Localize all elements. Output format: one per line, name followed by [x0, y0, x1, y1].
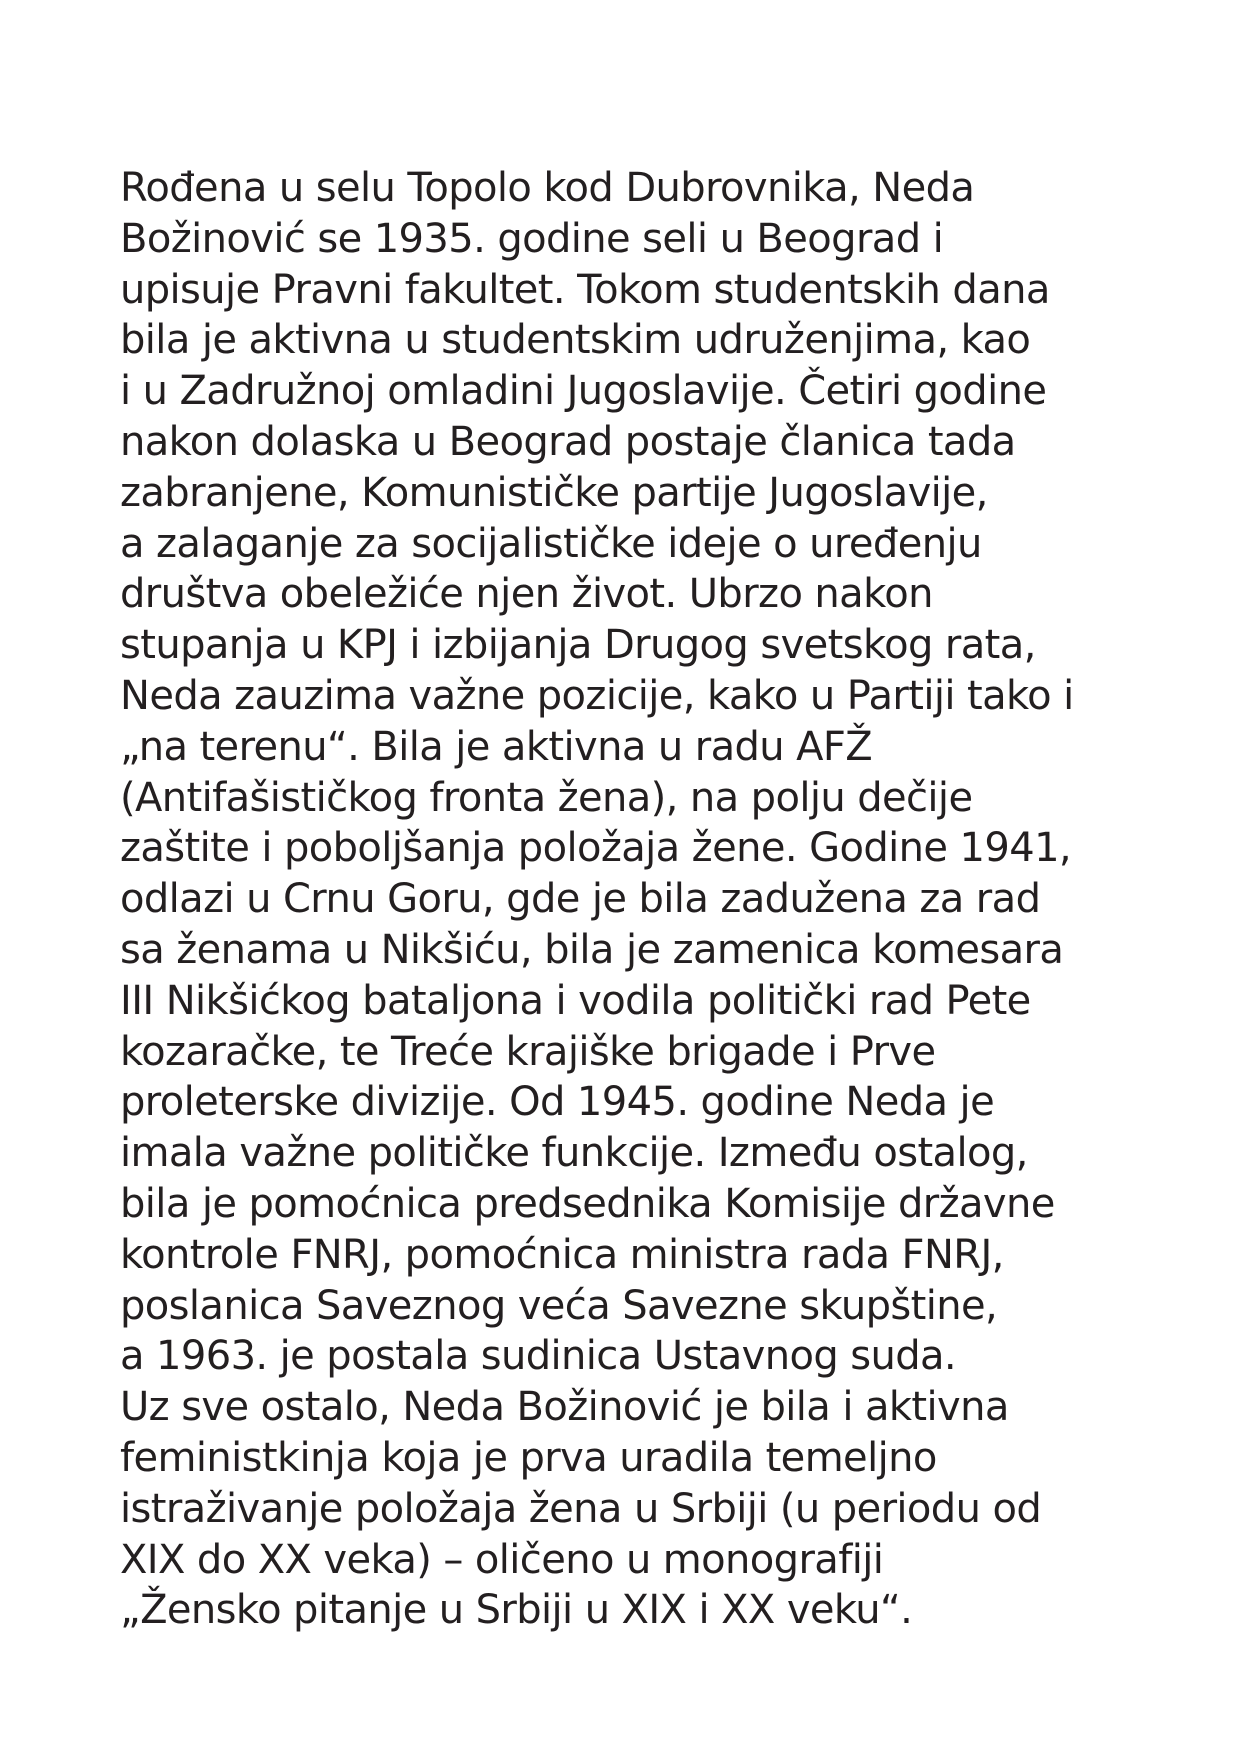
text-line: Božinović se 1935. godine seli u Beograd i — [120, 215, 944, 262]
text-line: bila je pomoćnica predsednika Komisije državne — [120, 1180, 1055, 1227]
text-line: a 1963. je postala sudinica Ustavnog suda. — [120, 1333, 957, 1380]
body-paragraph — [120, 163, 1230, 1636]
text-line: nakon dolaska u Beograd postaje članica tada — [120, 418, 1016, 465]
text-line: društva obeležiće njen život. Ubrzo nakon — [120, 571, 933, 618]
text-line: „na terenu“. Bila je aktivna u radu AFŽ — [120, 723, 873, 770]
text-line: (Antifašističkog fronta žena), na polju dečije — [120, 774, 973, 821]
text-line: istraživanje položaja žena u Srbiji (u periodu od — [120, 1485, 1042, 1532]
text-line: XIX do XX veka) – oličeno u monografiji — [120, 1536, 884, 1583]
text-line: i u Zadružnoj omladini Jugoslavije. Četiri godine — [120, 368, 1047, 415]
text-line: poslanica Saveznog veća Savezne skupštine, — [120, 1282, 998, 1329]
text-line: sa ženama u Nikšiću, bila je zamenica komesara — [120, 926, 1064, 973]
text-line: odlazi u Crnu Goru, gde je bila zadužena za rad — [120, 876, 1041, 923]
text-line: Uz sve ostalo, Neda Božinović je bila i aktivna — [120, 1384, 1009, 1431]
text-line: kontrole FNRJ, pomoćnica ministra rada FNRJ, — [120, 1231, 1004, 1278]
text-line: kozaračke, te Treće krajiške brigade i Prve — [120, 1028, 936, 1075]
text-line: zabranjene, Komunističke partije Jugoslavije, — [120, 469, 988, 516]
text-line: Rođena u selu Topolo kod Dubrovnika, Neda — [120, 165, 975, 211]
text-line: bila je aktivna u studentskim udruženjima, kao — [120, 317, 1031, 364]
text-line: imala važne političke funkcije. Između ostalog, — [120, 1130, 1028, 1177]
text-line: Neda zauzima važne pozicije, kako u Partiji tako i — [120, 672, 1074, 719]
text-line: III Nikšićkog bataljona i vodila politički rad Pete — [120, 977, 1031, 1024]
text-line: stupanja u KPJ i izbijanja Drugog svetskog rata, — [120, 622, 1036, 669]
text-line: proleterske divizije. Od 1945. godine Neda je — [120, 1079, 995, 1126]
text-line: „Žensko pitanje u Srbiji u XIX i XX veku“. — [120, 1587, 913, 1634]
text-line: feministkinja koja je prva uradila temeljno — [120, 1434, 937, 1481]
text-line: upisuje Pravni fakultet. Tokom studentskih dana — [120, 266, 1050, 313]
text-line: a zalaganje za socijalističke ideje o uređenju — [120, 520, 982, 567]
text-line: zaštite i poboljšanja položaja žene. Godine 1941, — [120, 825, 1072, 872]
